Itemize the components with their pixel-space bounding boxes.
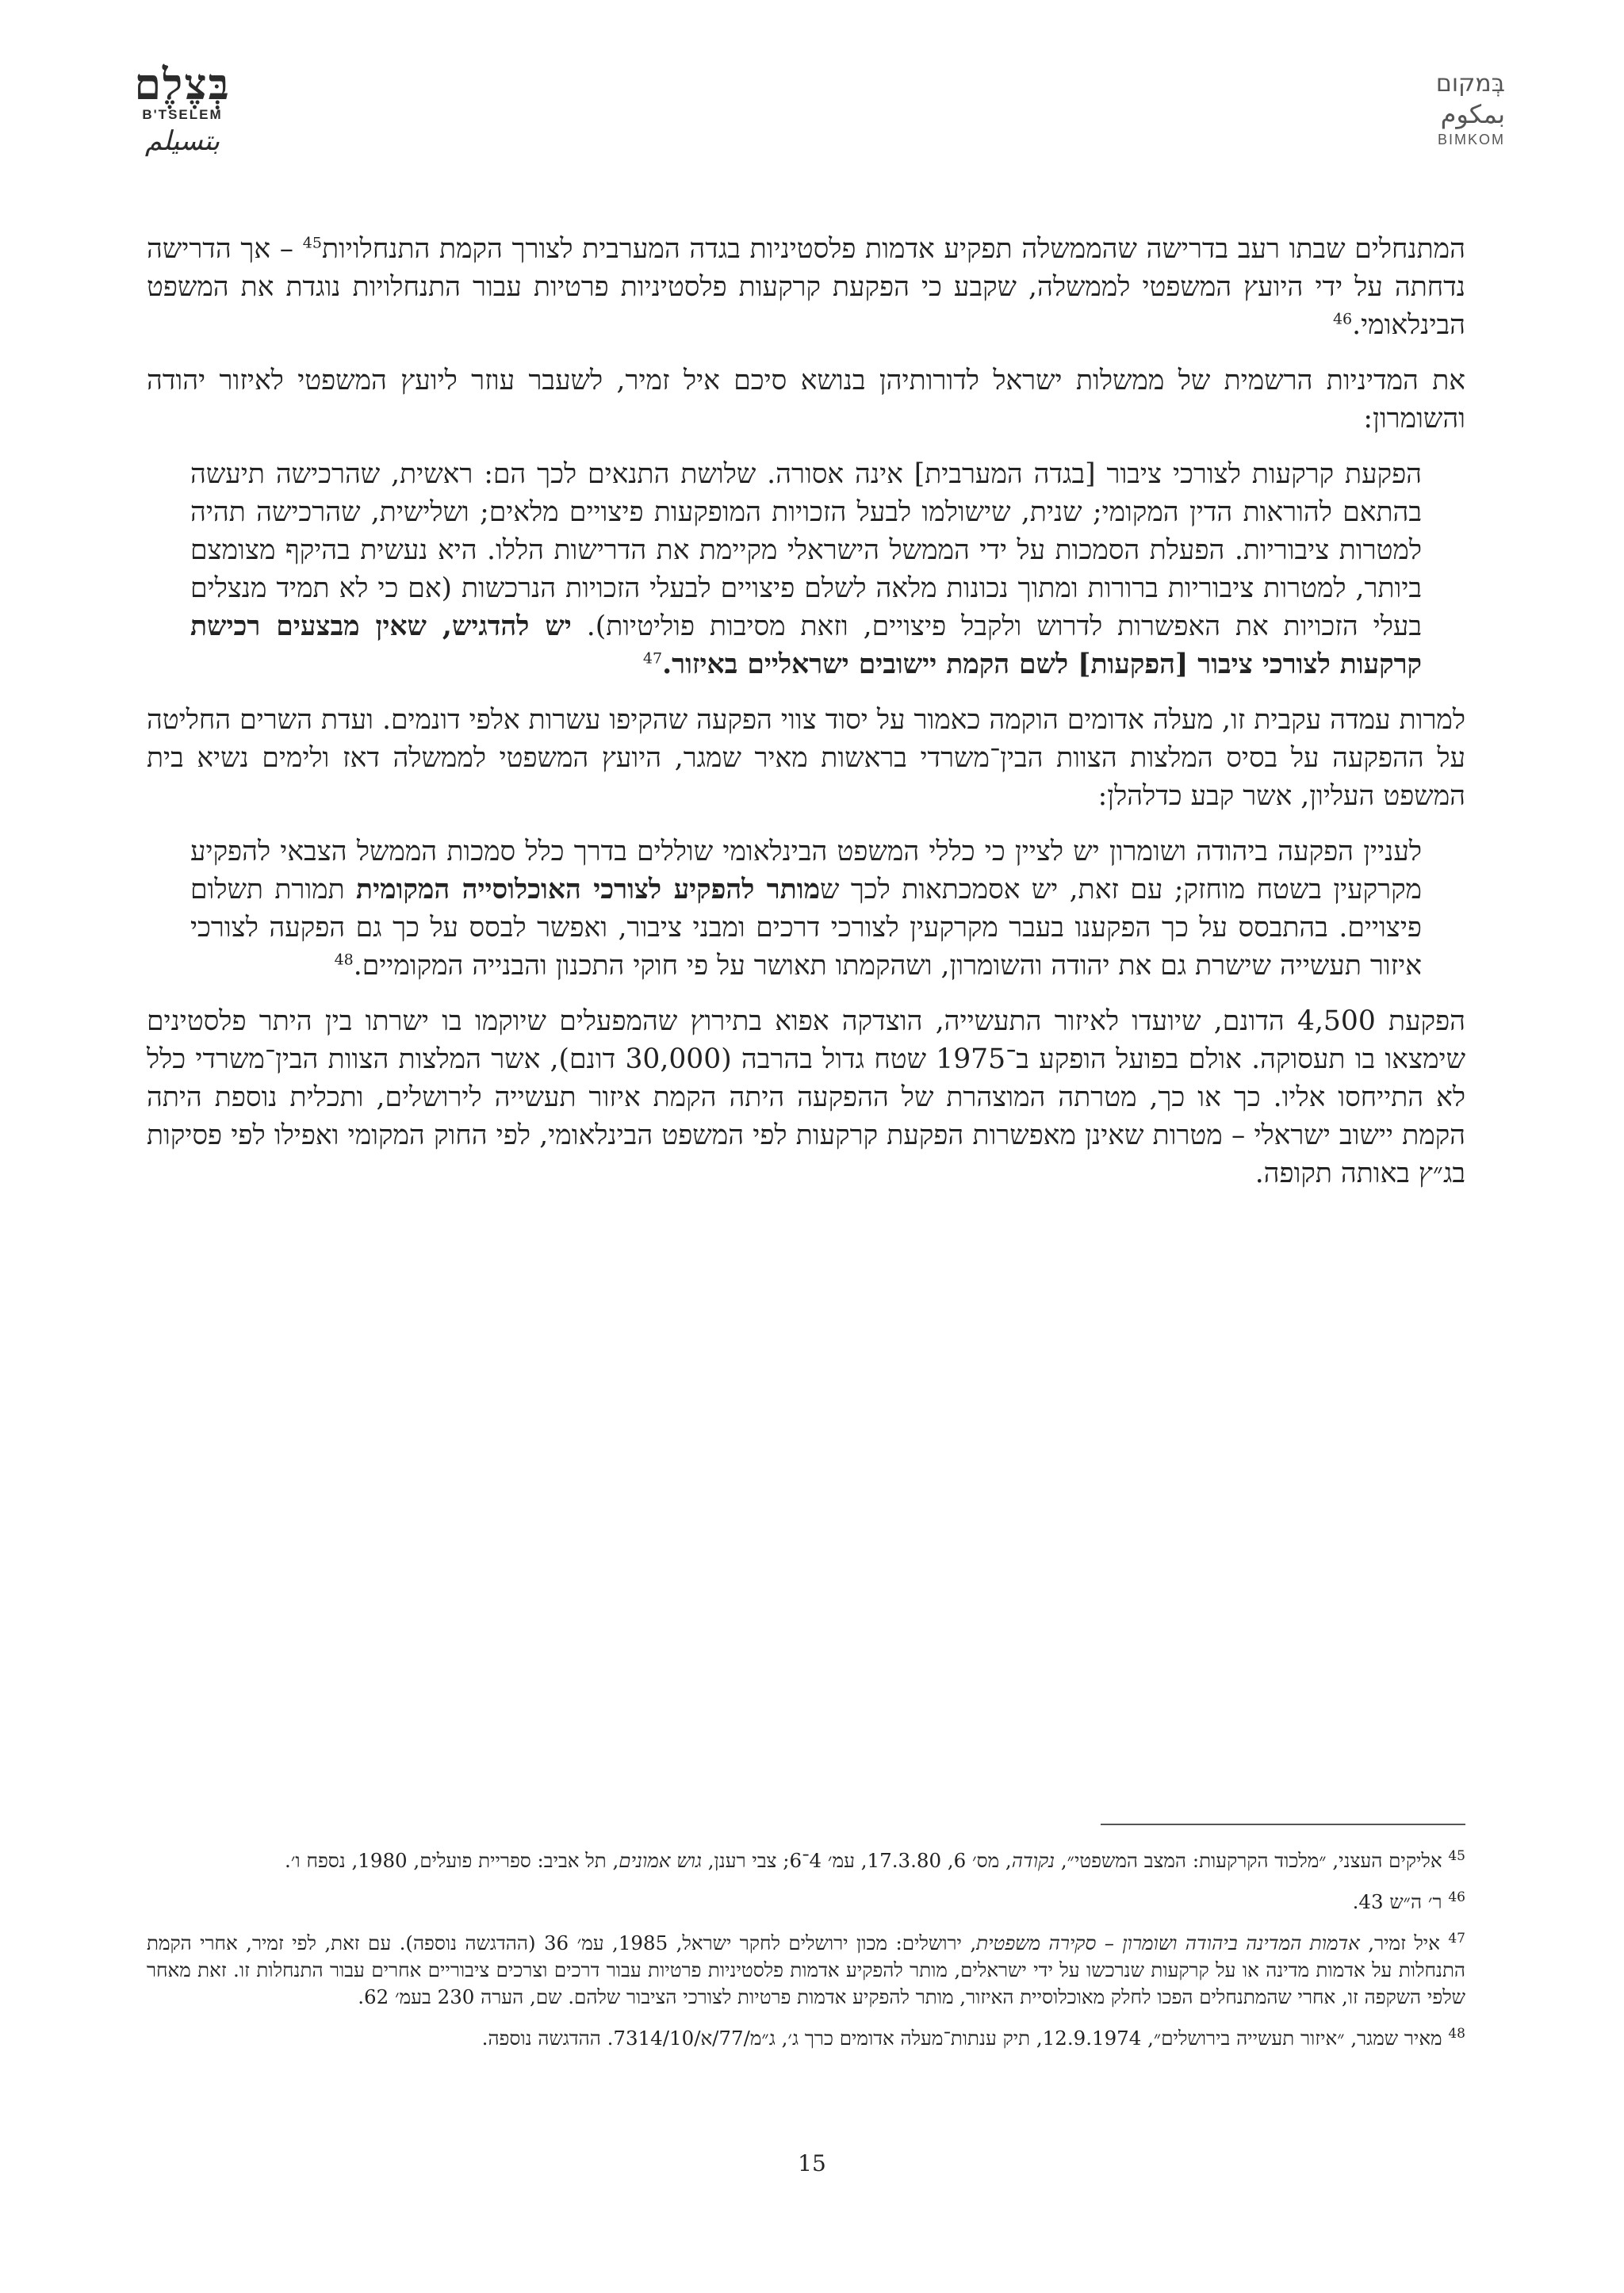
bimkom-logo-arabic: بمكوم xyxy=(1440,99,1505,129)
paragraph-1-text-a: המתנחלים שבתו רעב בדרישה שהממשלה תפקיע אדמות פלסטיניות בגדה המערבית לצורך הקמת התנחלויות xyxy=(321,233,1465,265)
block-quote-zamir xyxy=(190,455,1422,683)
footnote-47-text-a: איל זמיר, xyxy=(1359,1931,1449,1954)
footnote-47 xyxy=(147,1930,1465,2011)
bimkom-logo-english: BIMKOM xyxy=(1437,132,1505,147)
footnote-divider xyxy=(1101,1824,1465,1825)
quote-1-bold: יש להדגיש, שאין מבצעים רכישת קרקעות לצורכי ציבור [הפקעות] לשם הקמת יישובים ישראליים באיזור. xyxy=(190,611,1422,680)
footnote-number: 48 xyxy=(1448,2025,1465,2042)
footnote-45-text-a: אליקים העצני, ״מלכוד הקרקעות: המצב המשפטי״, xyxy=(1055,1849,1449,1872)
footnote-47-italic: אדמות המדינה ביהודה ושומרון – סקירה משפטית xyxy=(976,1931,1360,1954)
footnote-45-text-b: , מס׳ 6, 17.3.80, עמ׳ 4־6; צבי רענן, xyxy=(701,1849,1012,1872)
footnote-ref-47[interactable]: 47 xyxy=(642,649,663,668)
footnote-ref-45[interactable]: 45 xyxy=(302,234,322,252)
paragraph-2: את המדיניות הרשמית של ממשלות ישראל לדורותיהן בנושא סיכם איל זמיר, לשעבר עוזר ליועץ המשפטי לאיזור יהודה והשומרון: xyxy=(147,365,1465,434)
quote-2-bold: מותר להפקיע לצורכי האוכלוסייה המקומית xyxy=(356,874,821,905)
footnote-number: 45 xyxy=(1448,1847,1465,1864)
footnotes xyxy=(147,1847,1465,2066)
quote-2-text-a: לעניין הפקעה ביהודה ושומרון יש לציין כי כללי המשפט הבינלאומי שוללים בדרך כלל סמכות הממשל הצבאי להפקיע מקרקעין בשטח מוחזק; עם זאת, יש אסמכתאות לכך ש xyxy=(190,836,1423,905)
btselem-logo-english: B'TSELEM xyxy=(142,107,223,122)
paragraph-3: למרות עמדה עקבית זו, מעלה אדומים הוקמה כאמור על יסוד צווי הפקעה שהקיפו עשרות אלפי דונמים. ועדת השרים החליטה על ההפקעה על בסיס המלצות הצוות הבין־משרדי בראשות מאיר שמגר, היועץ המשפטי לממשלה דאז ולימים נשיא בית המשפט העליון, אשר קבע כדלהלן: xyxy=(147,704,1465,812)
quote-1-text xyxy=(190,455,1422,683)
footnote-45 xyxy=(147,1847,1465,1874)
footnote-number: 46 xyxy=(1448,1889,1465,1905)
bimkom-logo xyxy=(1386,70,1505,173)
page-number: 15 xyxy=(798,2150,826,2176)
footnote-45-italic-2: גוש אמונים xyxy=(619,1849,702,1872)
btselem-logo xyxy=(119,59,246,181)
quote-2-text xyxy=(190,833,1422,985)
footnote-ref-46[interactable]: 46 xyxy=(1332,310,1353,328)
footnote-ref-48[interactable]: 48 xyxy=(334,951,354,969)
paragraph-1 xyxy=(147,230,1465,344)
footnote-48-text: מאיר שמגר, ״איזור תעשייה בירושלים״, 12.9.1974, תיק ענתות־מעלה אדומים כרך ג׳, ג״מ/77/א/7314/10. ההדגשה נוספה. xyxy=(481,2027,1449,2050)
document-body xyxy=(147,230,1465,1210)
paragraph-4: הפקעת 4,500 הדונם, שיועדו לאיזור התעשייה, הוצדקה אפוא בתירוץ שהמפעלים שיוקמו בו ישרתו בין היתר פלסטינים שימצאו בו תעסוקה. אולם בפועל הופקע ב־1975 שטח גדול בהרבה (30,000 דונם), אשר המלצות הצוות הבין־משרדי כלל לא התייחסו אליו. כך או כך, מטרתה המוצהרת של ההפקעה היתה הקמת איזור תעשייה לירושלים, ותכלית נוספת היתה הקמת יישוב ישראלי – מטרות שאינן מאפשרות הפקעת קרקעות לפי המשפט הבינלאומי, לפי החוק המקומי ואפילו לפי פסיקות בג״ץ באותה תקופה. xyxy=(147,1005,1465,1189)
quote-2-text-b: תמורת תשלום פיצויים. בהתבסס על כך הפקענו בעבר מקרקעין לצורכי דרכים ומבני ציבור, ואפשר לבסס על כך גם הפקעה לצורכי איזור תעשייה שישרת גם את יהודה והשומרון, ושהקמתו תאושר על פי חוקי התכנון והבנייה המקומיים. xyxy=(190,874,1422,982)
quote-1-text-a: הפקעת קרקעות לצורכי ציבור [בגדה המערבית] אינה אסורה. שלושת התנאים לכך הם: ראשית, שהרכישה תיעשה בהתאם להוראות הדין המקומי; שנית, שישולמו לבעל הזכויות המופקעות פיצויים מלאים; ושלישית, שהרכישה תהיה למטרות ציבוריות. הפעלת הסמכות על ידי הממשל הישראלי מקיימת את הדרישות הללו. היא נעשית בהיקף מצומצם ביותר, למטרות ציבוריות ברורות ומתוך נכונות מלאה לשלם פיצויים לבעלי הזכויות הנרכשות (אם כי לא תמיד מנצלים בעלי הזכויות את האפשרות לדרוש ולקבל פיצויים, וזאת מסיבות פוליטיות). xyxy=(190,458,1422,642)
footnote-46 xyxy=(147,1889,1465,1916)
bimkom-logo-hebrew: בְּמקום xyxy=(1435,70,1505,98)
btselem-logo-arabic: بتسيلم xyxy=(144,125,220,157)
btselem-logo-hebrew: בְּצֶלֶם xyxy=(134,59,231,109)
footnote-48 xyxy=(147,2025,1465,2052)
block-quote-shamgar xyxy=(190,833,1422,985)
paragraph-1-text-b: – אך הדרישה נדחתה על ידי היועץ המשפטי לממשלה, שקבע כי הפקעת קרקעות פלסטיניות פרטיות עבור התנחלויות נוגדת את המשפט הבינלאומי. xyxy=(147,233,1465,341)
footnote-45-text-c: , תל אביב: ספריית פועלים, 1980, נספח ו׳. xyxy=(284,1849,619,1872)
footnote-45-italic-1: נקודה xyxy=(1011,1849,1055,1872)
footnote-47-text-b: , ירושלים: מכון ירושלים לחקר ישראל, 1985, עמ׳ 36 (ההדגשה נוספה). עם זאת, לפי זמיר, אחרי הקמת התנחלות על אדמות מדינה או על קרקעות שנרכשו על ידי ישראלים, מותר להפקיע אדמות פלסטיניות פרטיות עבור דרכים וצרכים ציבוריים אחרים עבור התנחלות זו. זאת מאחר שלפי השקפה זו, אחרי שהמתנחלים הפכו לחלק מאוכלוסיית האיזור, מותר להפקיע אדמות פרטיות לצורכי הציבור שלהם. שם, הערה 230 בעמ׳ 62. xyxy=(147,1931,1465,2008)
footnote-46-text: ר׳ ה״ש 43. xyxy=(1352,1890,1449,1913)
footnote-number: 47 xyxy=(1448,1930,1465,1947)
